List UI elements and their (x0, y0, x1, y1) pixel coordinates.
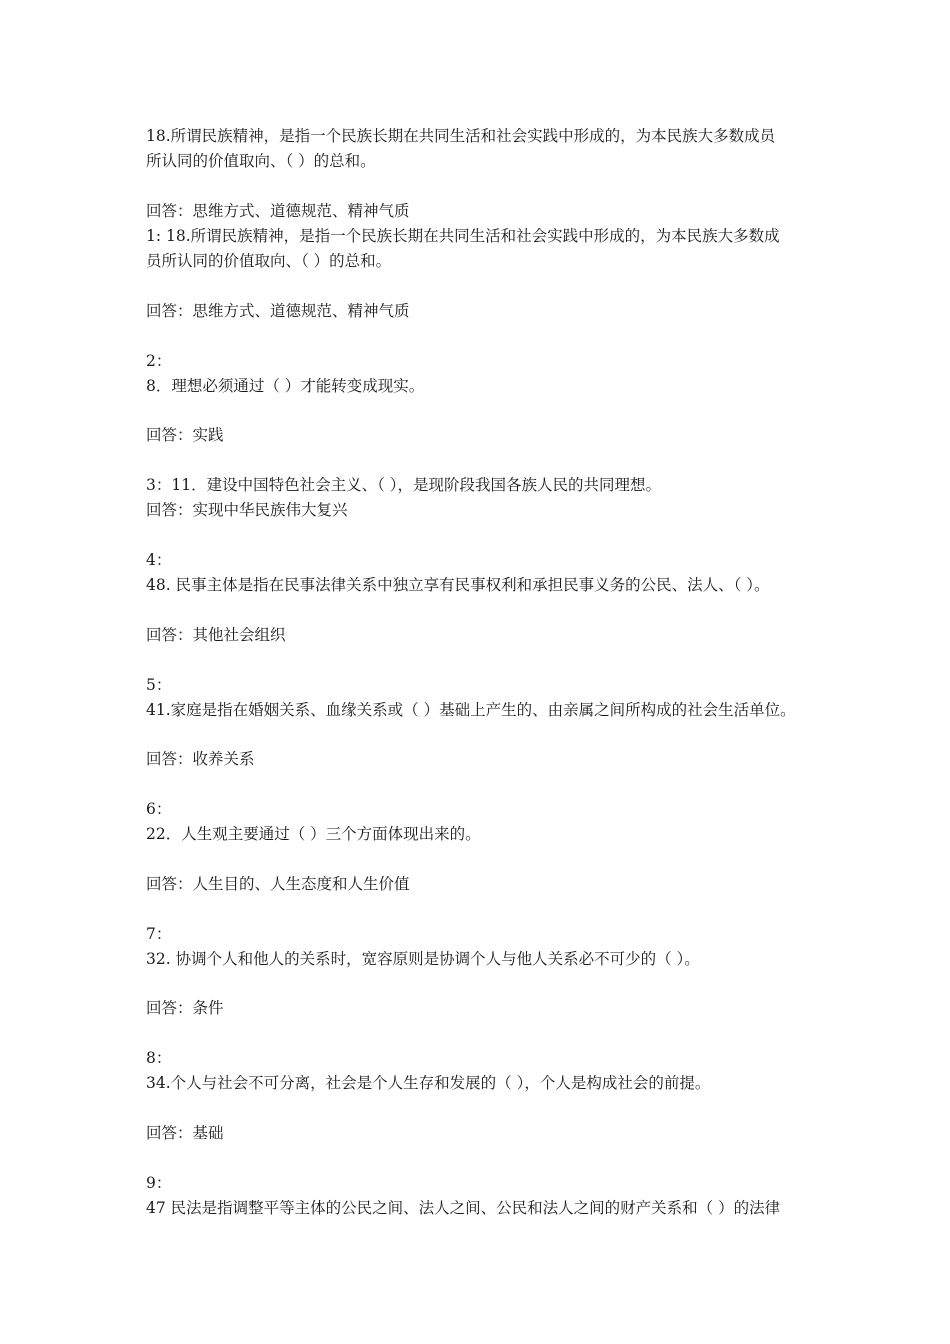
question-number-4: 4： (146, 551, 172, 569)
question-number-2: 2： (146, 352, 172, 370)
question-number-6: 6： (146, 800, 172, 818)
answer-7: 回答：条件 (146, 999, 224, 1017)
question-5: 41.家庭是指在婚姻关系、血缘关系或（ ）基础上产生的、由亲属之间所构成的社会生活单位。 (146, 701, 796, 719)
answer-2: 回答：实践 (146, 426, 224, 444)
question-number-7: 7： (146, 925, 172, 943)
question-number-9: 9： (146, 1174, 172, 1192)
question-1-line-2: 员所认同的价值取向、（ ）的总和。 (146, 252, 392, 270)
question-7: 32. 协调个人和他人的关系时，宽容原则是协调个人与他人关系必不可少的（ ）。 (146, 950, 700, 968)
question-number-8: 8： (146, 1049, 172, 1067)
question-18-line-2: 所认同的价值取向、（ ）的总和。 (146, 152, 376, 170)
answer-18: 回答：思维方式、道德规范、精神气质 (146, 202, 410, 220)
answer-6: 回答：人生目的、人生态度和人生价值 (146, 875, 410, 893)
answer-4: 回答：其他社会组织 (146, 626, 286, 644)
answer-5: 回答：收养关系 (146, 750, 255, 768)
question-3: 3：11．建设中国特色社会主义、（ ），是现阶段我国各族人民的共同理想。 (146, 476, 662, 494)
question-4: 48. 民事主体是指在民事法律关系中独立享有民事权利和承担民事义务的公民、法人、（ ）。 (146, 576, 770, 594)
question-8: 34.个人与社会不可分离，社会是个人生存和发展的（ ），个人是构成社会的前提。 (146, 1074, 711, 1092)
question-1-line-1: 1: 18.所谓民族精神，是指一个民族长期在共同生活和社会实践中形成的，为本民族大多数成 (146, 227, 780, 245)
question-number-5: 5： (146, 676, 172, 694)
answer-1: 回答：思维方式、道德规范、精神气质 (146, 302, 410, 320)
question-2: 8．理想必须通过（ ）才能转变成现实。 (146, 377, 425, 395)
question-9: 47 民法是指调整平等主体的公民之间、法人之间、公民和法人之间的财产关系和（ ）的法律 (146, 1199, 781, 1217)
question-18-line-1: 18.所谓民族精神，是指一个民族长期在共同生活和社会实践中形成的，为本民族大多数成员 (146, 127, 776, 145)
answer-8: 回答：基础 (146, 1124, 224, 1142)
answer-3: 回答：实现中华民族伟大复兴 (146, 501, 348, 519)
question-6: 22．人生观主要通过（ ）三个方面体现出来的。 (146, 825, 481, 843)
